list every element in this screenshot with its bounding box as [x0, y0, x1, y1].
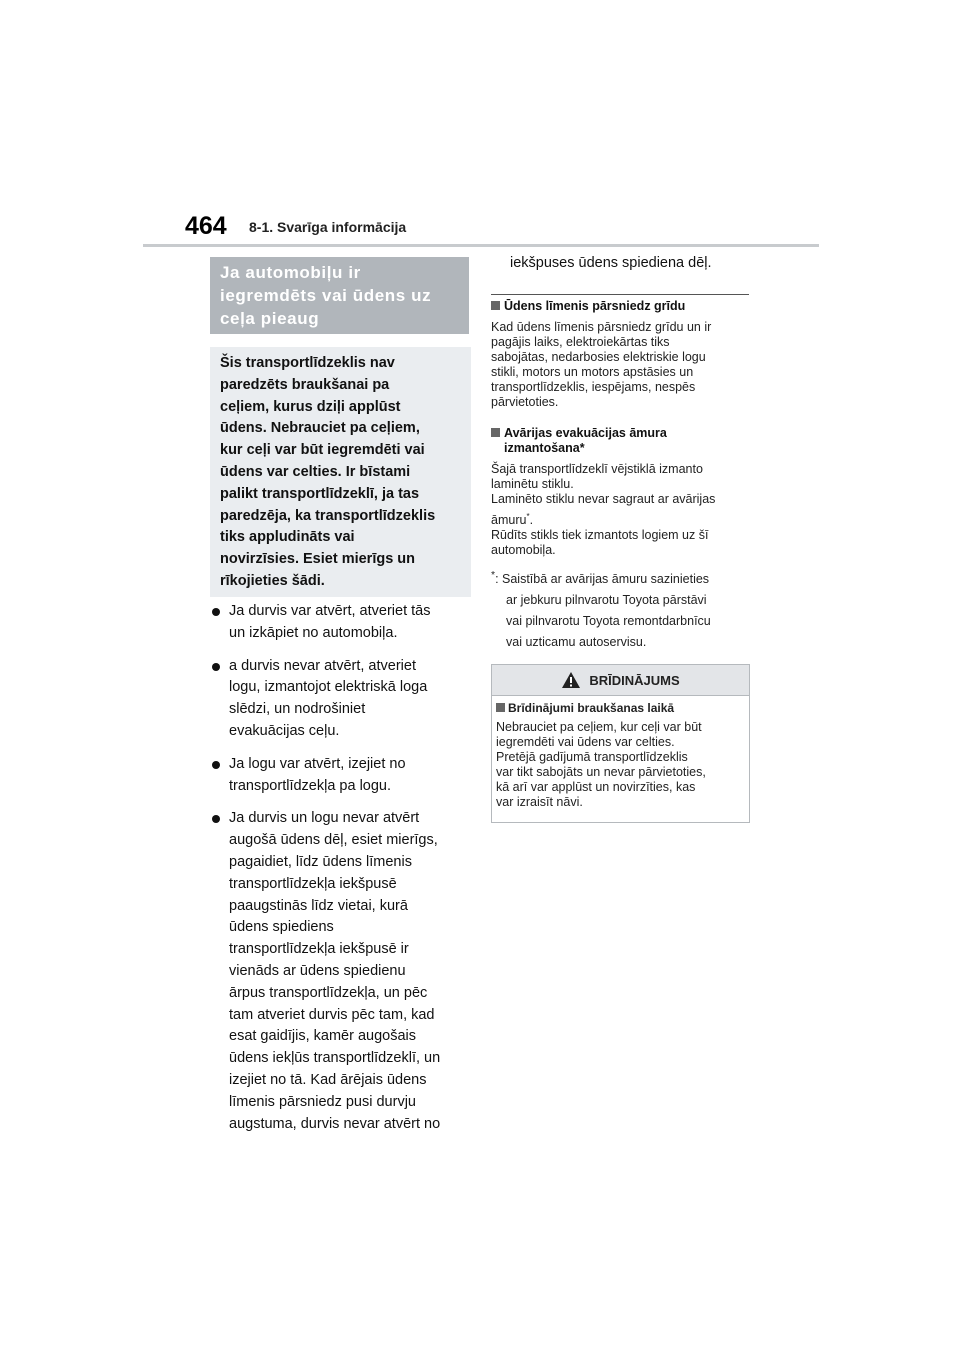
list-item-line: ūdens iekļūs transportlīdzeklī, un — [229, 1050, 441, 1067]
list-item-line: evakuācijas ceļu. — [229, 722, 340, 739]
warning-text: Nebrauciet pa ceļiem, kur ceļi var būt iegremdēti vai ūdens var celties. Pretējā gadījumā transportlīdzeklis var tikt sabojāts un nevar pārvietoties, kā arī var applūst un novirzīties, kas var izraisīt nāvi. — [496, 720, 706, 809]
header-divider — [143, 244, 819, 247]
topic-heading-line: ceļa pieaug — [220, 309, 320, 328]
list-item-line: transportlīdzekļa iekšpusē ir — [229, 941, 409, 958]
list-item-line: ūdens spiediens — [229, 919, 334, 936]
list-item-line: Ja logu var atvērt, izejiet no — [229, 755, 406, 772]
warning-title: BRĪDINĀJUMS — [589, 672, 680, 688]
list-item — [210, 656, 472, 743]
list-item-line: pagaidiet, līdz ūdens līmenis — [229, 853, 412, 870]
section-title: 8-1. Svarīga informācija — [249, 219, 407, 235]
info-line: ceļiem, kurus dziļi applūst — [220, 398, 401, 415]
info-line: ūdens var celties. Ir bīstami — [220, 463, 411, 480]
info-line: tiks appludināts vai — [220, 529, 355, 546]
list-item-line: augstuma, durvis nevar atvērt no — [229, 1115, 441, 1132]
subsection-divider — [491, 294, 749, 295]
paragraph: Kad ūdens līmenis pārsniedz grīdu un ir pagājis laiks, elektroiekārtas tiks sabojātas, nedarbosies elektriskie logu stikli, motors un motors apstāsies un transportlīdzeklis, iespējams, nespēs pārvietoties. — [491, 320, 712, 409]
list-item-line: transportlīdzekļa pa logu. — [229, 777, 392, 794]
subsection-heading: Ūdens līmenis pārsniedz grīdu — [491, 299, 685, 314]
info-line: Šis transportlīdzeklis nav — [220, 355, 395, 371]
bullet-icon — [212, 761, 220, 769]
list-item — [210, 601, 472, 645]
list-item-line: a durvis nevar atvērt, atveriet — [229, 657, 416, 674]
topic-heading-line: iegremdēts vai ūdens uz — [220, 286, 432, 305]
list-item-line: esat gaidījis, kamēr augošais — [229, 1028, 416, 1045]
list-item-line: paaugstinās līdz vietai, kurā — [229, 897, 408, 914]
warning-box — [491, 664, 750, 823]
info-line: kur ceļi var būt iegremdēti vai — [220, 442, 425, 459]
list-item-line: transportlīdzekļa iekšpusē — [229, 875, 397, 892]
info-line: rīkojieties šādi. — [220, 572, 325, 589]
bullet-icon — [212, 663, 220, 671]
list-item-line: Ja durvis var atvērt, atveriet tās — [229, 603, 431, 619]
info-box — [210, 347, 471, 597]
info-line: palikt transportlīdzeklī, ja tas — [220, 485, 420, 502]
square-bullet-icon — [496, 703, 505, 712]
list-item-line: slēdzi, un nodrošiniet — [229, 701, 366, 718]
list-item-line: līmenis pārsniedz pusi durvju — [229, 1093, 416, 1110]
info-line: paredzēja, ka transportlīdzeklis — [220, 507, 436, 524]
square-bullet-icon — [491, 428, 500, 437]
info-line: paredzēts braukšanai pa — [220, 376, 390, 393]
topic-heading-box — [210, 257, 469, 334]
footnote: *: Saistībā ar avārijas āmuru sazinieties ar jebkuru pilnvarotu Toyota pārstāvi vai pilnvarotu Toyota remontdarbnīcu vai uzticamu autoservisu. — [491, 570, 711, 650]
page-number: 464 — [185, 212, 227, 240]
subsection-heading: Avārijas evakuācijas āmura izmantošana* — [491, 426, 667, 456]
info-line: ūdens. Nebrauciet pa ceļiem, — [220, 420, 420, 437]
list-item-line: un izkāpiet no automobiļa. — [229, 624, 398, 641]
topic-heading-line: Ja automobiļu ir — [220, 263, 361, 282]
bullet-icon — [212, 608, 220, 616]
list-item — [210, 754, 472, 798]
warning-subtitle: Brīdinājumi braukšanas laikā — [496, 701, 749, 716]
list-item-line: augošā ūdens dēļ, esiet mierīgs, — [229, 832, 438, 849]
list-item-line: izejiet no tā. Kad ārējais ūdens — [229, 1071, 427, 1088]
list-item-line: vienāds ar ūdens spiedienu — [229, 962, 406, 979]
list-item-line: logu, izmantojot elektriskā loga — [229, 679, 428, 696]
list-item — [210, 808, 472, 1135]
square-bullet-icon — [491, 301, 500, 310]
list-item-line: ārpus transportlīdzekļa, un pēc — [229, 984, 428, 1001]
bullet-icon — [212, 815, 220, 823]
paragraph: Šajā transportlīdzeklī vējstiklā izmanto laminētu stiklu. Laminēto stiklu nevar sagraut ar avārijas āmuru*. Rūdīts stikls tiek izmantots logiem uz šī automobiļa. — [491, 462, 716, 558]
list-item-line: Ja durvis un logu nevar atvērt — [229, 810, 420, 827]
warning-header — [492, 665, 749, 696]
info-line: novirzīsies. Esiet mierīgs un — [220, 551, 416, 568]
continued-text: iekšpuses ūdens spiediena dēļ. — [510, 255, 712, 271]
list-item-line: tam atveriet durvis pēc tam, kad — [229, 1006, 435, 1023]
warning-triangle-icon — [561, 671, 581, 689]
instruction-list — [210, 601, 472, 1146]
